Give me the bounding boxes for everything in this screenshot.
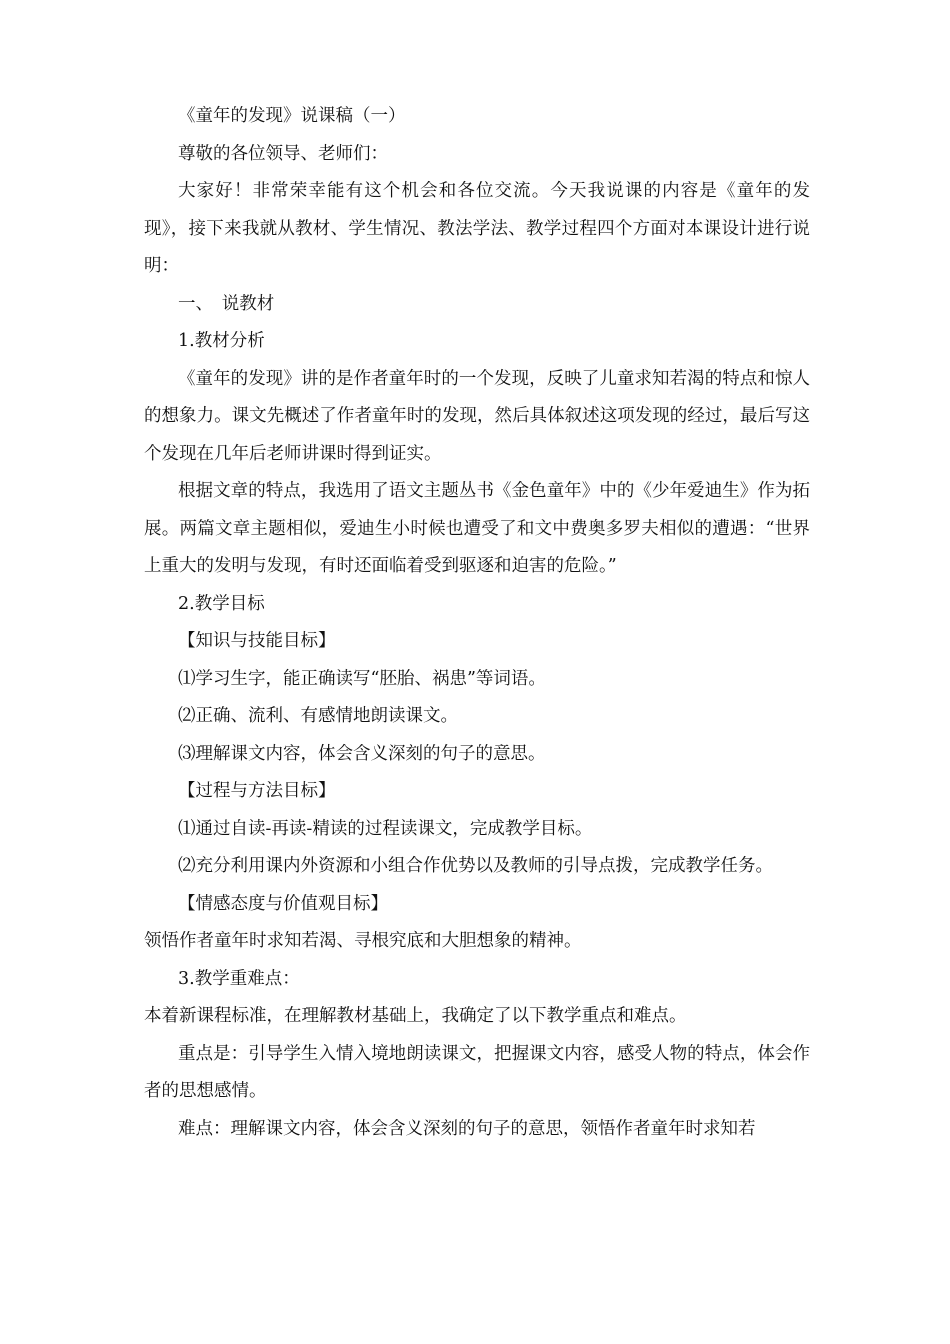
- subheading-key-points: 3.教学重难点：: [178, 968, 300, 989]
- extension-paragraph: 根据文章的特点，我选用了语文主题丛书《金色童年》中的《少年爱迪生》作为拓展。两篇文章主题相似，爱迪生小时候也遭受了和文中费奥多罗夫相似的遭遇：“世界上重大的发明与发现，有时还面临着受到驱逐和迫害的危险。”: [144, 481, 810, 576]
- subheading-textbook-analysis: 1.教材分析: [178, 331, 265, 351]
- key-point-paragraph: 重点是：引导学生入情入境地朗读课文，把握课文内容，感受人物的特点，体会作者的思想感情。: [144, 1043, 810, 1101]
- goal-heading-knowledge: 【知识与技能目标】: [178, 631, 336, 651]
- key-points-intro: 本着新课程标准，在理解教材基础上，我确定了以下教学重点和难点。: [144, 1006, 687, 1026]
- goal-item: 领悟作者童年时求知若渴、寻根究底和大胆想象的精神。: [144, 931, 582, 951]
- goal-item: ⑵正确、流利、有感情地朗读课文。: [178, 706, 458, 726]
- goal-heading-process: 【过程与方法目标】: [178, 781, 336, 801]
- analysis-paragraph: 《童年的发现》讲的是作者童年时的一个发现，反映了儿童求知若渴的特点和惊人的想象力。课文先概述了作者童年时的发现，然后具体叙述这项发现的经过，最后写这个发现在几年后老师讲课时得到证实。: [144, 368, 810, 464]
- goal-item: ⑶理解课文内容，体会含义深刻的句子的意思。: [178, 743, 546, 764]
- difficult-point-paragraph: 难点：理解课文内容，体会含义深刻的句子的意思，领悟作者童年时求知若: [178, 1118, 756, 1139]
- goal-item: ⑵充分利用课内外资源和小组合作优势以及教师的引导点拨，完成教学任务。: [178, 856, 773, 876]
- greeting-line: 尊敬的各位领导、老师们：: [178, 143, 388, 164]
- document-title: 《童年的发现》说课稿（一）: [178, 106, 406, 126]
- goal-heading-emotion: 【情感态度与价值观目标】: [178, 893, 388, 914]
- subheading-teaching-goals: 2.教学目标: [178, 593, 265, 614]
- goal-item: ⑴通过自读-再读-精读的过程读课文，完成教学目标。: [178, 818, 593, 839]
- section-heading-textbook: 一、 说教材: [178, 293, 275, 314]
- intro-paragraph: 大家好！非常荣幸能有这个机会和各位交流。今天我说课的内容是《童年的发现》，接下来我就从教材、学生情况、教法学法、教学过程四个方面对本课设计进行说明：: [144, 181, 810, 276]
- goal-item: ⑴学习生字，能正确读写“胚胎、祸患”等词语。: [178, 668, 546, 689]
- document-body: [144, 98, 810, 1148]
